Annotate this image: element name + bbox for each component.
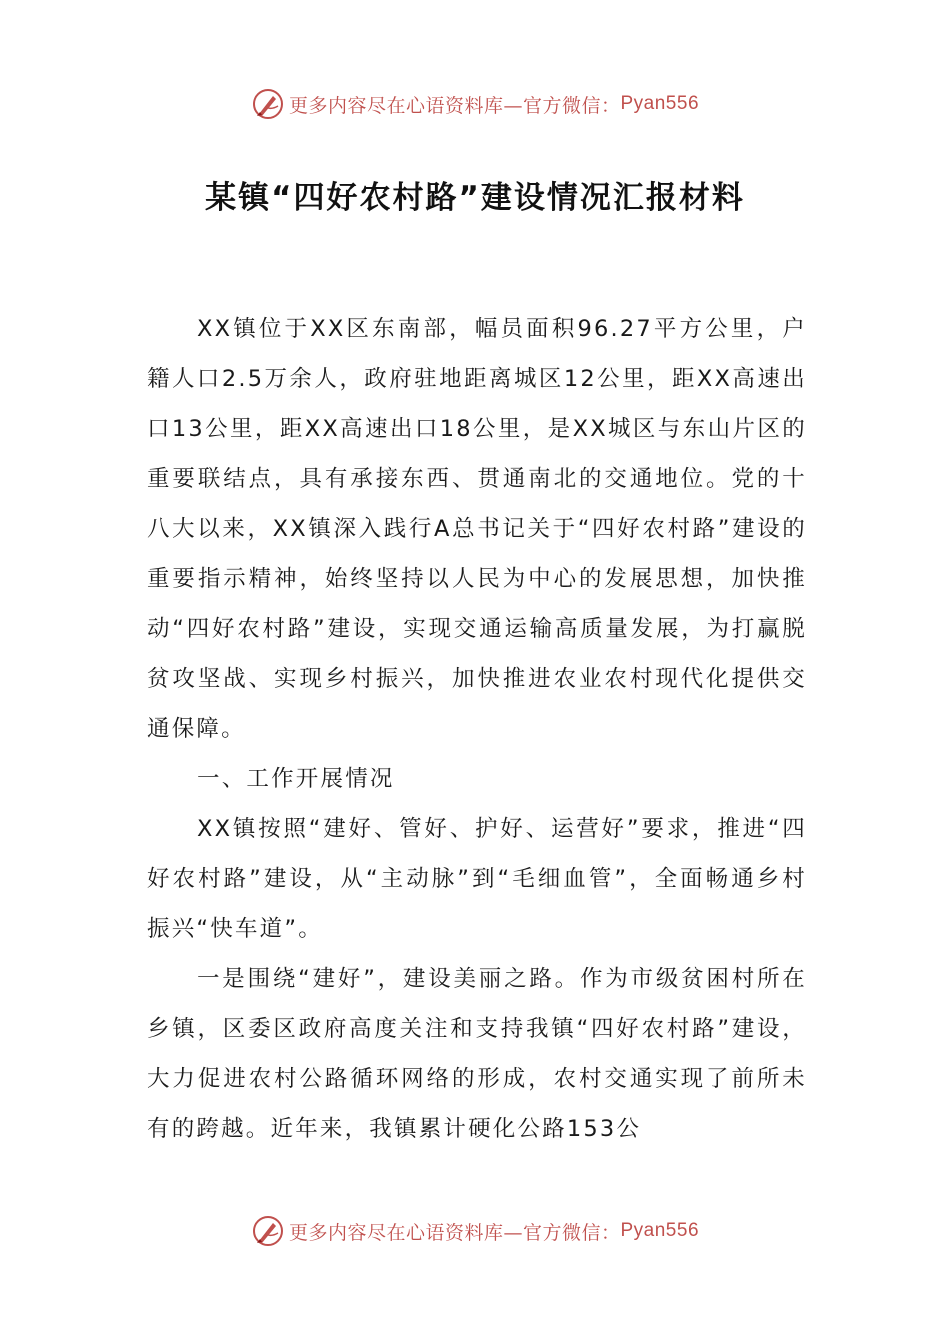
pen-logo-icon	[251, 87, 285, 121]
section-paragraph: 一是围绕“建好”，建设美丽之路。作为市级贫困村所在乡镇，区委区政府高度关注和支持我镇“四好农村路”建设，大力促进农村公路循环网络的形成，农村交通实现了前所未有的跨越。近年来，我镇累计硬化公路153公	[147, 966, 807, 1142]
intro-paragraph: XX镇位于XX区东南部，幅员面积96.27平方公里，户籍人口2.5万余人，政府驻地距离城区12公里，距XX高速出口13公里，距XX高速出口18公里，是XX城区与东山片区的重要联结点，具有承接东西、贯通南北的交通地位。党的十八大以来，XX镇深入践行A总书记关于“四好农村路”建设的重要指示精神，始终坚持以人民为中心的发展思想，加快推动“四好农村路”建设，实现交通运输高质量发展，为打赢脱贫攻坚战、实现乡村振兴，加快推进农业农村现代化提供交通保障。	[147, 316, 807, 742]
pen-logo-icon	[251, 1214, 285, 1248]
watermark-text: 更多内容尽在心语资料库—官方微信：	[288, 94, 621, 117]
watermark-text: 更多内容尽在心语资料库—官方微信：	[288, 1221, 621, 1244]
document-body	[147, 304, 807, 1154]
document-title: 某镇“四好农村路”建设情况汇报材料	[205, 180, 745, 216]
section-heading: 一、工作开展情况	[197, 766, 395, 792]
watermark-wechat-id: Pyan556	[620, 93, 700, 114]
watermark-footer	[0, 1211, 950, 1251]
watermark-wechat-id: Pyan556	[620, 1220, 700, 1241]
section-paragraph: XX镇按照“建好、管好、护好、运营好”要求，推进“四好农村路”建设，从“主动脉”到“毛细血管”，全面畅通乡村振兴“快车道”。	[147, 816, 807, 942]
watermark-header	[0, 84, 950, 124]
